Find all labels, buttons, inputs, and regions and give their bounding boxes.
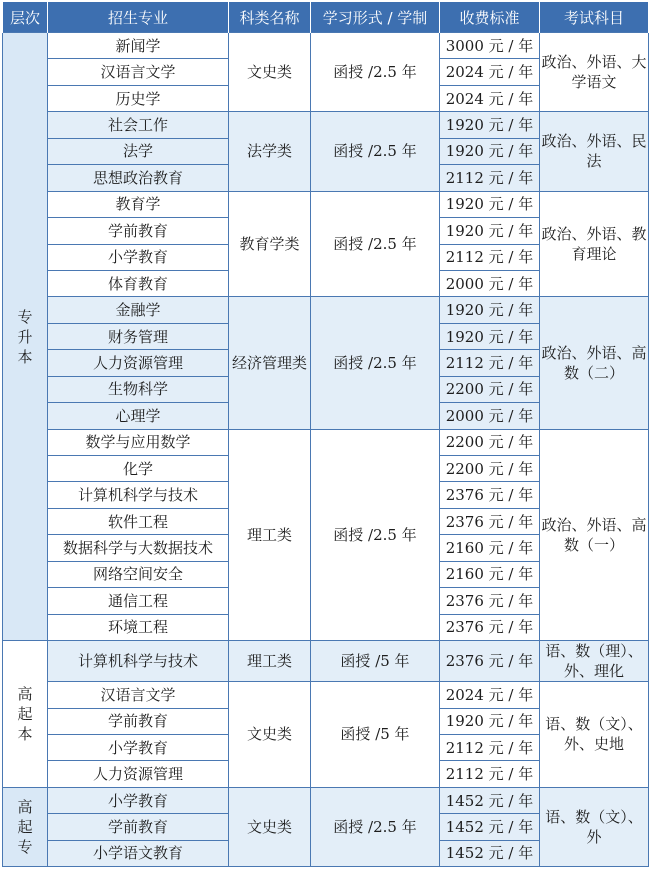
major-cell: 思想政治教育 [48,165,229,191]
fee-cell: 1920 元 / 年 [440,138,540,164]
fee-cell: 2376 元 / 年 [440,614,540,640]
study-form-cell: 函授 /5 年 [311,682,440,788]
level-cell: 高 起 专 [3,787,48,866]
exam-subjects-cell: 政治、外语、大学语文 [540,33,649,112]
fee-cell: 2376 元 / 年 [440,588,540,614]
table-row [3,787,649,813]
exam-subjects-cell: 语、数（理）、外、理化 [540,641,649,682]
study-form-cell: 函授 /2.5 年 [311,33,440,112]
fee-cell: 1920 元 / 年 [440,218,540,244]
major-cell: 数学与应用数学 [48,429,229,455]
fee-cell: 2160 元 / 年 [440,535,540,561]
major-cell: 小学教育 [48,787,229,813]
exam-subjects-cell: 语、数（文）、外、史地 [540,682,649,788]
major-cell: 网络空间安全 [48,561,229,587]
fee-cell: 2376 元 / 年 [440,508,540,534]
major-cell: 社会工作 [48,112,229,138]
category-cell: 经济管理类 [229,297,311,429]
fee-cell: 2200 元 / 年 [440,376,540,402]
major-cell: 财务管理 [48,323,229,349]
exam-subjects-cell: 政治、外语、民法 [540,112,649,191]
level-cell: 专 升 本 [3,33,48,641]
fee-cell: 1920 元 / 年 [440,323,540,349]
exam-subjects-cell: 政治、外语、高数（二） [540,297,649,429]
header-study-form: 学习形式 / 学制 [311,2,440,33]
fee-cell: 2024 元 / 年 [440,682,540,708]
major-cell: 心理学 [48,403,229,429]
fee-cell: 2024 元 / 年 [440,59,540,85]
major-cell: 软件工程 [48,508,229,534]
fee-cell: 1452 元 / 年 [440,787,540,813]
fee-cell: 1920 元 / 年 [440,191,540,217]
table-row [3,112,649,138]
enrollment-table [2,2,649,867]
fee-cell: 2200 元 / 年 [440,429,540,455]
major-cell: 新闻学 [48,33,229,59]
major-cell: 数据科学与大数据技术 [48,535,229,561]
header-level: 层次 [3,2,48,33]
major-cell: 生物科学 [48,376,229,402]
exam-subjects-cell: 语、数（文）、外 [540,787,649,866]
major-cell: 金融学 [48,297,229,323]
category-cell: 理工类 [229,641,311,682]
major-cell: 人力资源管理 [48,761,229,787]
table-row [3,429,649,455]
fee-cell: 2000 元 / 年 [440,270,540,296]
fee-cell: 2112 元 / 年 [440,244,540,270]
study-form-cell: 函授 /2.5 年 [311,429,440,641]
fee-cell: 1920 元 / 年 [440,297,540,323]
exam-subjects-cell: 政治、外语、高数（一） [540,429,649,641]
header-major: 招生专业 [48,2,229,33]
major-cell: 历史学 [48,85,229,111]
fee-cell: 1452 元 / 年 [440,814,540,840]
fee-cell: 2200 元 / 年 [440,456,540,482]
major-cell: 教育学 [48,191,229,217]
fee-cell: 2112 元 / 年 [440,165,540,191]
fee-cell: 2376 元 / 年 [440,482,540,508]
fee-cell: 1920 元 / 年 [440,112,540,138]
major-cell: 学前教育 [48,708,229,734]
major-cell: 计算机科学与技术 [48,641,229,682]
fee-cell: 3000 元 / 年 [440,33,540,59]
fee-cell: 1920 元 / 年 [440,708,540,734]
level-cell: 高 起 本 [3,641,48,788]
major-cell: 人力资源管理 [48,350,229,376]
header-exam: 考试科目 [540,2,649,33]
major-cell: 小学教育 [48,244,229,270]
category-cell: 教育学类 [229,191,311,297]
study-form-cell: 函授 /2.5 年 [311,112,440,191]
major-cell: 学前教育 [48,814,229,840]
table-row [3,641,649,682]
category-cell: 文史类 [229,787,311,866]
major-cell: 环境工程 [48,614,229,640]
major-cell: 小学教育 [48,734,229,760]
table-row [3,191,649,217]
fee-cell: 2024 元 / 年 [440,85,540,111]
study-form-cell: 函授 /2.5 年 [311,787,440,866]
fee-cell: 2000 元 / 年 [440,403,540,429]
major-cell: 汉语言文学 [48,59,229,85]
header-fee: 收费标准 [440,2,540,33]
table-row [3,682,649,708]
category-cell: 法学类 [229,112,311,191]
table-row [3,33,649,59]
major-cell: 小学语文教育 [48,840,229,866]
study-form-cell: 函授 /2.5 年 [311,297,440,429]
fee-cell: 2160 元 / 年 [440,561,540,587]
fee-cell: 1452 元 / 年 [440,840,540,866]
fee-cell: 2112 元 / 年 [440,761,540,787]
major-cell: 通信工程 [48,588,229,614]
major-cell: 化学 [48,456,229,482]
fee-cell: 2112 元 / 年 [440,350,540,376]
header-row [3,2,649,33]
study-form-cell: 函授 /5 年 [311,641,440,682]
major-cell: 学前教育 [48,218,229,244]
fee-cell: 2112 元 / 年 [440,734,540,760]
header-category: 科类名称 [229,2,311,33]
study-form-cell: 函授 /2.5 年 [311,191,440,297]
category-cell: 理工类 [229,429,311,641]
major-cell: 计算机科学与技术 [48,482,229,508]
fee-cell: 2376 元 / 年 [440,641,540,682]
table-body [3,33,649,867]
major-cell: 法学 [48,138,229,164]
category-cell: 文史类 [229,33,311,112]
major-cell: 体育教育 [48,270,229,296]
category-cell: 文史类 [229,682,311,788]
exam-subjects-cell: 政治、外语、教育理论 [540,191,649,297]
table-row [3,297,649,323]
major-cell: 汉语言文学 [48,682,229,708]
